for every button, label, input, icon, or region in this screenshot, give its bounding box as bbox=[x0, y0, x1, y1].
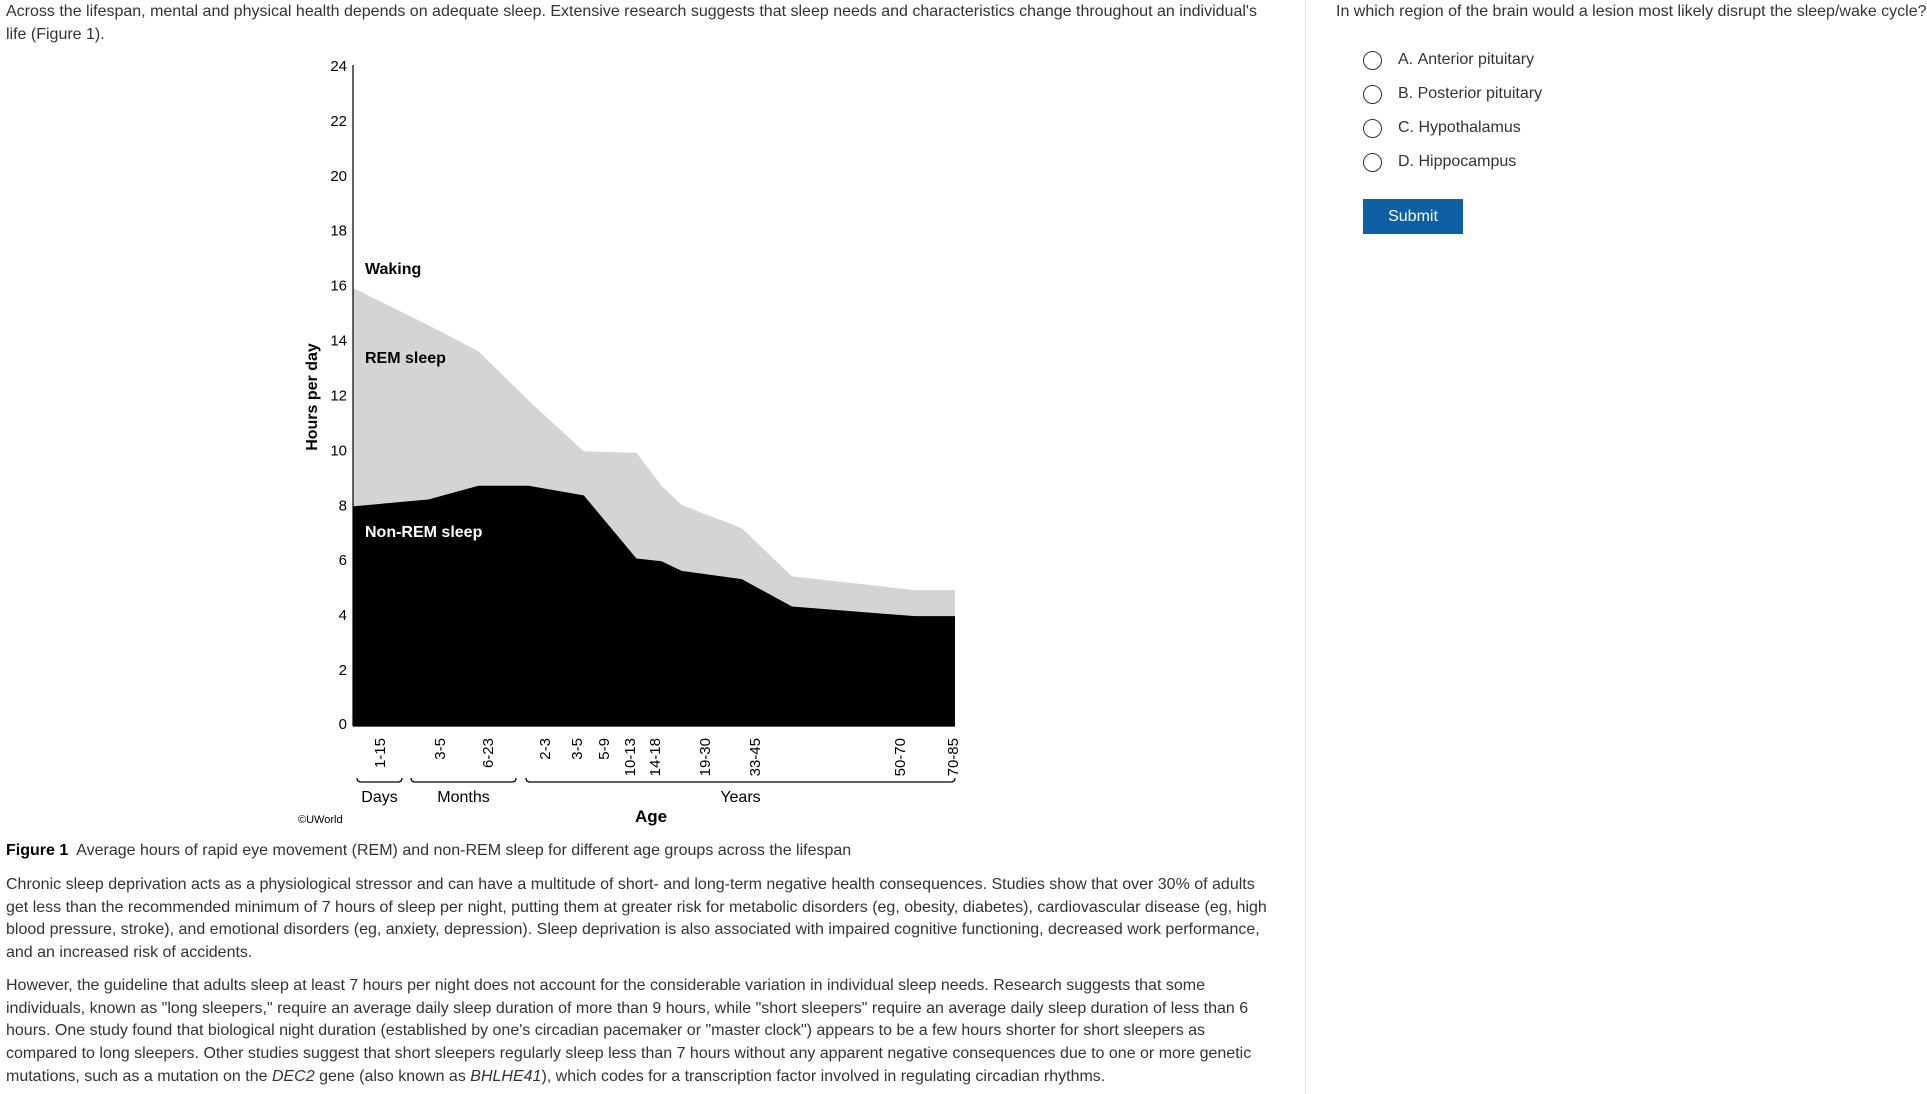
intro-paragraph: Across the lifespan, mental and physical health depends on adequate sleep. Extensive research suggests that sleep needs and characteristics change throughout an individual's life (Figure 1). bbox=[6, 3, 1257, 43]
x-tick-label: 3-5 bbox=[569, 738, 586, 760]
option-d[interactable] bbox=[1363, 145, 1542, 179]
paragraph-2: Chronic sleep deprivation acts as a physiological stressor and can have a multitude of short- and long-term negative health consequences. Studies show that over 30% of adults get less than the recommended minimum of 7 hours of sleep per night, putting them at greater risk for metabolic disorders (eg, obesity, diabetes), cardiovascular disease (eg, high blood pressure, stroke), and emotional disorders (eg, anxiety, depression). Sleep deprivation is also associated with impaired cognitive functioning, decreased work performance, and an increased risk of accidents. bbox=[6, 876, 1267, 962]
question-panel bbox=[1306, 0, 1927, 1094]
x-tick-label: 50-70 bbox=[892, 738, 909, 777]
x-tick-label: 2-3 bbox=[537, 738, 554, 760]
y-tick-label: 10 bbox=[330, 442, 347, 460]
x-tick-label: 33-45 bbox=[747, 738, 764, 777]
paragraph-3 bbox=[6, 975, 1268, 1089]
submit-button[interactable]: Submit bbox=[1363, 199, 1463, 234]
option-d-text: Hippocampus bbox=[1418, 153, 1517, 170]
y-tick-label: 22 bbox=[330, 112, 347, 130]
option-b-letter: B. bbox=[1398, 85, 1414, 102]
y-tick-label: 8 bbox=[338, 497, 347, 515]
y-tick-label: 12 bbox=[330, 387, 347, 405]
x-tick-label: 5-9 bbox=[596, 738, 613, 760]
figure-caption-text: Average hours of rapid eye movement (REM) and non-REM sleep for different age groups across the lifespan bbox=[76, 842, 852, 859]
x-tick-label: 19-30 bbox=[697, 738, 714, 777]
option-c[interactable] bbox=[1363, 111, 1542, 145]
x-tick-label: 6-23 bbox=[480, 738, 497, 769]
group-label: Days bbox=[361, 789, 398, 806]
option-b-text: Posterior pituitary bbox=[1417, 85, 1543, 102]
paragraph-3-text-3: ), which codes for a transcription factor involved in regulating circadian rhythms. bbox=[541, 1067, 1106, 1085]
option-c-letter: C. bbox=[1398, 119, 1414, 136]
y-axis-title: Hours per day bbox=[304, 343, 321, 451]
group-label: Years bbox=[720, 789, 761, 806]
sleep-chart bbox=[0, 55, 962, 826]
option-a-label bbox=[1398, 51, 1534, 69]
x-tick-label: 70-85 bbox=[945, 738, 962, 777]
paragraph-3-text: However, the guideline that adults sleep at least 7 hours per night does not account for the considerable variation in individual sleep needs. Research suggests that some individuals, known as "long sleepers," require an average daily sleep duration of more than 9 hours, while "short sleepers" require an average daily sleep duration of less than 6 hours. One study found that biological night duration (established by one's circadian pacemaker or "master clock") appears to be a few hours shorter for short sleepers as compared to long sleepers. Other studies suggest that short sleepers regularly sleep less than 7 hours without any apparent negative consequences due to one or more genetic mutations, such as a mutation on the bbox=[6, 977, 1252, 1085]
y-tick-label: 20 bbox=[330, 167, 347, 185]
y-tick-label: 6 bbox=[338, 552, 347, 570]
waking-label: Waking bbox=[365, 261, 422, 278]
answer-options bbox=[1363, 43, 1542, 179]
radio-button-a[interactable] bbox=[1363, 51, 1382, 70]
option-b-label bbox=[1398, 85, 1542, 103]
figure-caption bbox=[6, 840, 1268, 863]
y-tick-label: 4 bbox=[338, 607, 347, 625]
non-rem-sleep-label: Non-REM sleep bbox=[365, 524, 483, 541]
option-a-letter: A. bbox=[1398, 51, 1414, 68]
x-tick-label: 10-13 bbox=[622, 738, 639, 777]
rem-sleep-label: REM sleep bbox=[365, 350, 446, 367]
y-tick-label: 16 bbox=[330, 277, 347, 295]
gene-bhlhe41: BHLHE41 bbox=[470, 1067, 542, 1085]
y-tick-label: 18 bbox=[330, 222, 347, 240]
x-tick-label: 1-15 bbox=[372, 738, 389, 769]
radio-button-d[interactable] bbox=[1363, 153, 1382, 172]
option-d-label bbox=[1398, 153, 1516, 171]
copyright-credit: ©UWorld bbox=[298, 814, 343, 826]
group-bracket bbox=[526, 778, 955, 782]
group-bracket bbox=[411, 778, 516, 782]
x-tick-label: 14-18 bbox=[647, 738, 664, 777]
gene-dec2: DEC2 bbox=[271, 1067, 315, 1085]
x-tick-label: 3-5 bbox=[432, 738, 449, 760]
group-label: Months bbox=[437, 789, 490, 806]
option-c-label bbox=[1398, 119, 1521, 137]
x-axis-title: Age bbox=[634, 807, 668, 826]
option-d-letter: D. bbox=[1398, 153, 1414, 170]
option-a[interactable] bbox=[1363, 43, 1542, 77]
y-tick-label: 14 bbox=[330, 332, 347, 350]
option-b[interactable] bbox=[1363, 77, 1542, 111]
y-tick-label: 24 bbox=[330, 57, 347, 75]
paragraph-3-text-2: gene (also known as bbox=[314, 1067, 471, 1085]
question-text: In which region of the brain would a lesion most likely disrupt the sleep/wake cycle? bbox=[1336, 3, 1927, 20]
y-tick-label: 2 bbox=[338, 662, 347, 680]
radio-button-c[interactable] bbox=[1363, 119, 1382, 138]
option-c-text: Hypothalamus bbox=[1418, 119, 1521, 136]
radio-button-b[interactable] bbox=[1363, 85, 1382, 104]
y-tick-label: 0 bbox=[338, 715, 347, 733]
figure-label: Figure 1 bbox=[6, 842, 69, 859]
option-a-text: Anterior pituitary bbox=[1417, 51, 1535, 68]
group-bracket bbox=[357, 778, 402, 782]
